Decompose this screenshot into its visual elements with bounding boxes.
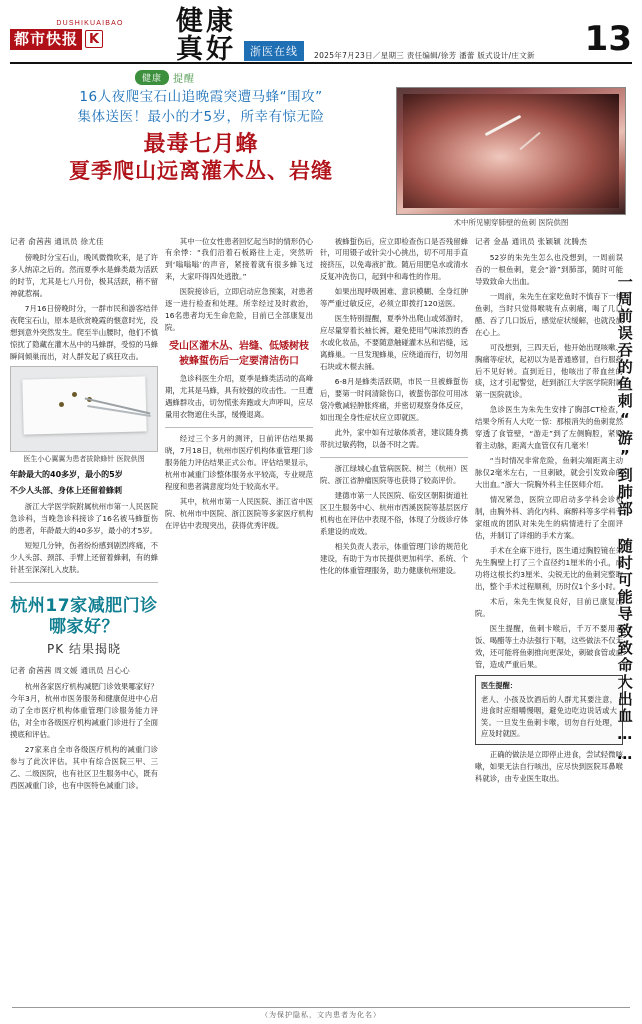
- article2-p1: 杭州各家医疗机构减肥门诊效果哪家好？今年3月，杭州市医务服务和健康促进中心启动了全市医疗机构体重管理门诊服务能力评估，对全市各级医疗机构减重门诊进行了全面摸底和评估。: [10, 681, 158, 739]
- vertical-sidebar-title-wrap: [616, 274, 634, 834]
- status-badge: 健康: [135, 70, 169, 85]
- page-number: 13: [584, 19, 632, 59]
- article1-c3-p1: 被蜂蜇伤后，应立即检查伤口是否残留蜂针，可用镊子或针尖小心挑出，切不可用手直接挤压，以免毒液扩散。随后用肥皂水或清水反复冲洗伤口，起到中和毒性的作用。: [320, 236, 468, 282]
- article2-header-block: [10, 582, 158, 792]
- masthead-meta: 2025年7月23日／星期三 责任编辑/徐芳 潘蕾 版式设计/庄文新: [314, 50, 535, 60]
- article1-sub1a: 年龄最大的40多岁，最小的5岁: [10, 469, 123, 479]
- page-title-line2: 真好: [176, 34, 236, 66]
- lead-zone: [10, 87, 632, 229]
- main-columns: [10, 236, 632, 795]
- masthead: [10, 8, 632, 64]
- column-2: [165, 236, 313, 795]
- article1-c3-p3: 医生特别提醒，夏季外出爬山或郊游时，应尽量穿着长袖长裤，避免使用气味浓烈的香水或化妆品，不要随意触碰灌木丛和岩缝，远离蜂巢。一旦发现蜂巢，应绕道而行，切勿用石块或木棍去捅。: [320, 314, 468, 372]
- page-title-line1: 健康: [176, 6, 236, 37]
- article1-c4-p2: 此外，家中如有过敏体质者，建议随身携带抗过敏药物，以备不时之需。: [320, 428, 468, 450]
- sidebar-p6: 情况紧急，医院立即启动多学科会诊机制，由胸外科、消化内科、麻醉科等多学科专家组成的团队对朱先生的病情进行了全面评估，并制订了详细的手术方案。: [475, 495, 623, 541]
- article1-c2-p1: 其中一位女性患者回忆起当时的情形仍心有余悸：“我们沿着石板路往上走，突然听到‘嗡嗡嗡’的声音，紧接着就有很多蜂飞过来，大家吓得四处逃散。”: [165, 236, 313, 282]
- page-title: [176, 8, 236, 65]
- lead-headline-block: [10, 87, 388, 229]
- lead-photo-block: [396, 87, 626, 229]
- article1-byline: 记者 俞茜茜 通讯员 徐尤佳: [10, 236, 104, 246]
- lead-main-headline: [14, 131, 388, 185]
- masthead-brand: [10, 8, 170, 50]
- sidebar-byline: 记者 金晶 通讯员 张颖颖 沈腾杰: [475, 236, 588, 246]
- sidebar-p8: 术后，朱先生恢复良好，目前已康复出院。: [475, 597, 623, 619]
- article2-subheadline: PK 结果揭晓: [47, 642, 121, 657]
- sidebar-p3: 可没想到，三四天后，他开始出现咳嗽、胸痛等症状，起初以为是普通感冒，自行服药后不见好转。直到近日，他咳出了带血丝的痰，这才引起警觉，赶到浙江大学医学院附属第一医院就诊。: [475, 342, 623, 400]
- masthead-title-area: [170, 8, 580, 65]
- sidebar-p9: 医生提醒，鱼刺卡喉后，千万不要用吞饭、喝醋等土办法强行下咽，这些做法不仅无效，还可能将鱼刺推向更深处，刺破食管或血管，造成严重后果。: [475, 624, 623, 670]
- masthead-logo: 都市快报: [10, 29, 82, 50]
- article1-c4-p1: 6-8月是蜂类活跃期，市民一旦被蜂蜇伤后，要第一时间清除伤口，被蜇伤部位可用冰袋冷敷减轻肿胀疼痛，并密切观察身体反应，如出现全身性症状应立即就医。: [320, 377, 468, 423]
- lead-main-headline-line2: 夏季爬山远离灌木丛、岩缝: [69, 159, 333, 183]
- lead-shoulder-line1: 16人夜爬宝石山追晚霞突遭马蜂“围攻”: [79, 89, 323, 105]
- masthead-k-icon: K: [85, 30, 103, 48]
- article1-p2: 7月16日傍晚时分，一群市民和游客结伴夜爬宝石山，原本是欣赏晚霞的惬意时光，没想到意外突然发生。爬至半山腰时，他们不慎惊扰了隐藏在灌木丛中的马蜂群，受惊的马蜂瞬间倾巢而出，对人群发起了疯狂攻击。: [10, 303, 158, 361]
- surgery-photo-caption: 术中所见剔穿肺壁的鱼刺 医院供图: [453, 218, 569, 227]
- masthead-pinyin: DUSHIKUAIBAO: [56, 20, 124, 27]
- article2-c3-p1: 浙江绿城心血管病医院、树兰（杭州）医院、浙江省肿瘤医院等也获得了较高评价。: [320, 464, 468, 486]
- article2-byline: 记者 俞茜茜 周文媛 通讯员 吕心心: [10, 665, 130, 675]
- doctor-advice-body: 老人、小孩及饮酒后的人群尤其要注意，进食时应细嚼慢咽，避免边吃边说话或大笑。一旦发生鱼刺卡喉，切勿自行处理，应及时就医。: [481, 694, 617, 739]
- sidebar-p2: 一周前，朱先生在家吃鱼时不慎吞下一根鱼刺，当时只觉得喉咙有点刺痛，喝了几口醋、吞了几口饭后，感觉症状缓解，也就没放在心上。: [475, 291, 623, 337]
- article2-c3-p2: 建德市第一人民医院、临安区朝阳街道社区卫生服务中心、杭州市西溪医院等基层医疗机构也在评估中表现不俗，体现了分级诊疗体系建设的成效。: [320, 491, 468, 537]
- footer-note: （为保护隐私，文内患者为化名）: [261, 1011, 381, 1019]
- article1-p4: 短短几分钟，伤者纷纷感到剧烈疼痛，不少人头部、颈部、手臂上还留着蜂刺，有的蜂针甚至深深扎入皮肤。: [10, 540, 158, 574]
- doctor-advice-title: 医生提醒：: [481, 681, 517, 691]
- article1-subhead-red: 受山区灌木丛、岩缝、低矮树枝被蜂蜇伤后一定要清洁伤口: [169, 341, 309, 368]
- column-3: [320, 236, 468, 795]
- section-marker: [135, 70, 632, 85]
- lead-main-headline-line1: 最毒七月蜂: [143, 131, 259, 157]
- article1-sub1b: 不少人头部、身体上还留着蜂刺: [10, 485, 122, 495]
- tweezers-photo-caption: 医生小心翼翼为患者拔除蜂针 医院供图: [23, 454, 145, 463]
- article1-p3: 浙江大学医学院附属杭州市第一人民医院急诊科，当晚急诊科接诊了16名被马蜂蜇伤的患者，年龄最大的40多岁，最小的才5岁。: [10, 501, 158, 535]
- masthead-badge: 浙医在线: [244, 41, 304, 61]
- article1-p1: 傍晚时分宝石山，晚风微微吹来，是了许多人纳凉之后的。然而夏季水是蜂类最为活跃的时节，尤其是七八月份，极其活跃，稍不留神就惹祸。: [10, 252, 158, 298]
- article2-p2: 27家来自全市各级医疗机构的减重门诊参与了此次评估。其中有综合医院三甲、三乙、二级医院，也有社区卫生服务中心，既有西医减重门诊，也有中医特色减重门诊。: [10, 744, 158, 790]
- article1-c3-p2: 如果出现呼吸困难、意识模糊、全身红肿等严重过敏反应，必须立即拨打120送医。: [320, 287, 468, 309]
- article2-c2-p1: 经过三个多月的测评，日前评估结果揭晓，7月18日，杭州市医疗机构体重管理门诊服务能力评估结果正式公布。评估结果显示，杭州市减重门诊整体服务水平较高，专业规范程度和患者满意度均处于较高水平。: [165, 434, 313, 492]
- doctor-advice-box: [475, 675, 623, 745]
- article2-col3: [320, 457, 468, 577]
- column-4-sidebar-story: [475, 236, 623, 795]
- article1-c2-p2: 医院接诊后，立即启动应急预案，对患者逐一进行检查和处理。所幸经过及时救治，16名患者均无生命危险，目前已全部康复出院。: [165, 287, 313, 333]
- article2-c2-p2: 其中，杭州市第一人民医院、浙江省中医院、杭州市中医院、浙江医院等多家医疗机构在评估中表现突出，获得优秀评级。: [165, 497, 313, 531]
- column-1: [10, 236, 158, 795]
- article2-c3-p3: 相关负责人表示，体重管理门诊的规范化建设，有助于为市民提供更加科学、系统、个性化的体重管理服务，助力健康杭州建设。: [320, 542, 468, 576]
- article1-c2-p3: 急诊科医生介绍，夏季是蜂类活动的高峰期，尤其是马蜂，具有较强的攻击性。一旦遭遇蜂群攻击，切勿慌张奔跑或大声呼叫，应尽量用衣物遮住头部，缓慢退离。: [165, 374, 313, 420]
- article2-col2: [165, 427, 313, 532]
- sidebar-p1: 52岁的朱先生怎么也没想到，一周前误吞的一根鱼刺，竟会“游”到肺部，随时可能导致致命大出血。: [475, 252, 623, 286]
- vertical-sidebar-title: 一周前误吞的鱼刺“游”到肺部 随时可能导致致命大出血……: [615, 274, 634, 765]
- sidebar-p10: 正确的做法是立即停止进食，尝试轻微咳嗽，如果无法自行咳出，应尽快到医院耳鼻喉科就诊，由专业医生取出。: [475, 749, 623, 783]
- sidebar-p7: 手术在全麻下进行，医生通过胸腔镜在朱先生胸壁上打了三个直径约1厘米的小孔，成功将这根长约3厘米、尖锐无比的鱼刺完整取出，整个手术过程顺利，历时仅1个多小时。: [475, 546, 623, 592]
- footer-divider: [12, 1007, 630, 1008]
- surgery-photo: [396, 87, 626, 215]
- tweezers-photo: [10, 366, 158, 452]
- section-word: 提醒: [173, 74, 196, 85]
- lead-shoulder-line2: 集体送医！最小的才5岁，所幸有惊无险: [77, 109, 325, 126]
- sidebar-p5: “当时情况非常危险，鱼刺尖端距离主动脉仅2毫米左右，一旦刺破，就会引发致命的大出血。”浙大一院胸外科主任医师介绍。: [475, 456, 623, 490]
- sidebar-p4: 急诊医生为朱先生安排了胸部CT检查，结果令所有人大吃一惊：那根消失的鱼刺竟然穿透了食管壁，“游走”到了左侧胸腔，紧贴着主动脉，距离大血管仅有几毫米！: [475, 405, 623, 451]
- article2-headline: 杭州17家减肥门诊哪家好？: [10, 595, 158, 637]
